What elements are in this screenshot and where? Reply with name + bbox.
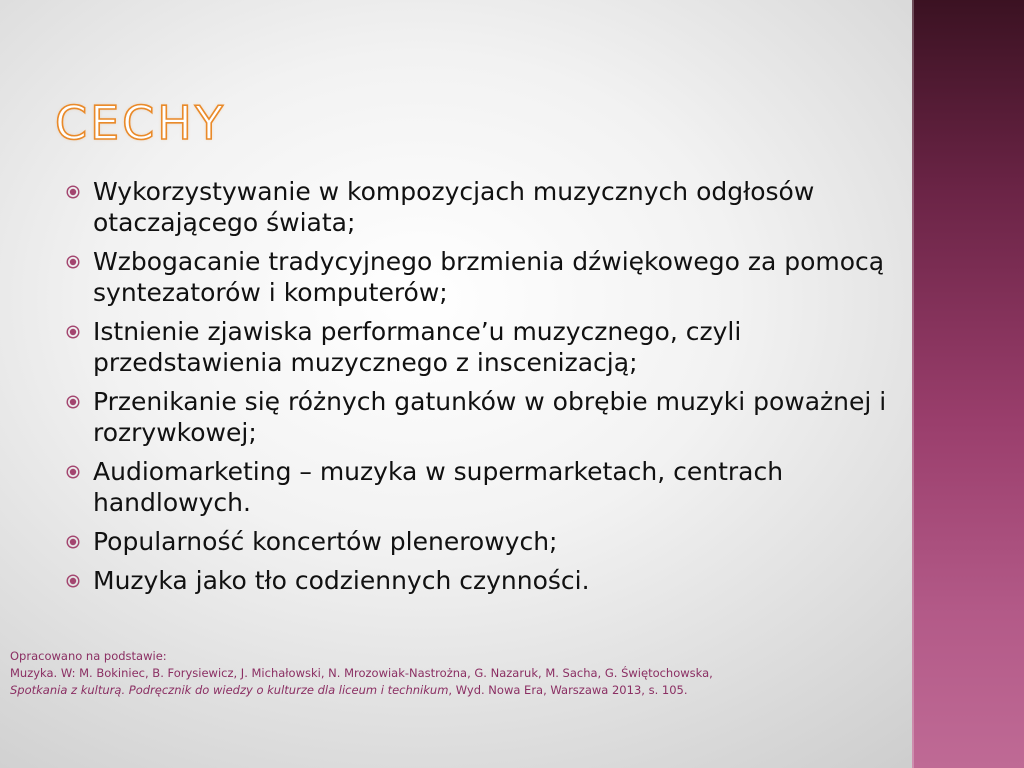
circled-dot-icon bbox=[66, 465, 80, 479]
circled-dot-icon bbox=[66, 574, 80, 588]
bullet-text: Wzbogacanie tradycyjnego brzmienia dźwiękowego za pomocą syntezatorów i komputerów; bbox=[93, 247, 885, 307]
bullet-item bbox=[64, 526, 904, 557]
source-publication: , Wyd. Nowa Era, Warszawa 2013, s. 105. bbox=[448, 683, 688, 697]
bullet-item bbox=[64, 246, 904, 308]
source-book-title: Spotkania z kulturą. Podręcznik do wiedzy o kulturze dla liceum i technikum bbox=[10, 683, 449, 697]
bullet-text: Przenikanie się różnych gatunków w obrębie muzyki poważnej i rozrywkowej; bbox=[93, 387, 887, 447]
source-publication-line bbox=[10, 682, 910, 699]
bullet-item bbox=[64, 456, 904, 518]
bullet-list bbox=[64, 176, 904, 604]
source-authors: Muzyka. W: M. Bokiniec, B. Forysiewicz, J. Michałowski, N. Mrozowiak-Nastrożna, G. Nazaruk, M. Sacha, G. Świętochowska, bbox=[10, 666, 713, 680]
circled-dot-icon bbox=[66, 395, 80, 409]
decorative-side-band bbox=[912, 0, 1024, 768]
source-citation bbox=[10, 648, 910, 699]
bullet-item bbox=[64, 565, 904, 596]
bullet-item bbox=[64, 316, 904, 378]
source-heading: Opracowano na podstawie: bbox=[10, 649, 167, 663]
bullet-text: Istnienie zjawiska performance’u muzycznego, czyli przedstawienia muzycznego z inscenizacją; bbox=[93, 317, 742, 377]
bullet-text: Muzyka jako tło codziennych czynności. bbox=[93, 566, 590, 595]
circled-dot-icon bbox=[66, 325, 80, 339]
bullet-text: Wykorzystywanie w kompozycjach muzycznych odgłosów otaczającego świata; bbox=[93, 177, 815, 237]
slide-title: CECHY bbox=[55, 96, 226, 150]
bullet-item bbox=[64, 386, 904, 448]
bullet-item bbox=[64, 176, 904, 238]
bullet-text: Audiomarketing – muzyka w supermarketach, centrach handlowych. bbox=[93, 457, 784, 517]
circled-dot-icon bbox=[66, 185, 80, 199]
circled-dot-icon bbox=[66, 255, 80, 269]
circled-dot-icon bbox=[66, 535, 80, 549]
bullet-text: Popularność koncertów plenerowych; bbox=[93, 527, 558, 556]
